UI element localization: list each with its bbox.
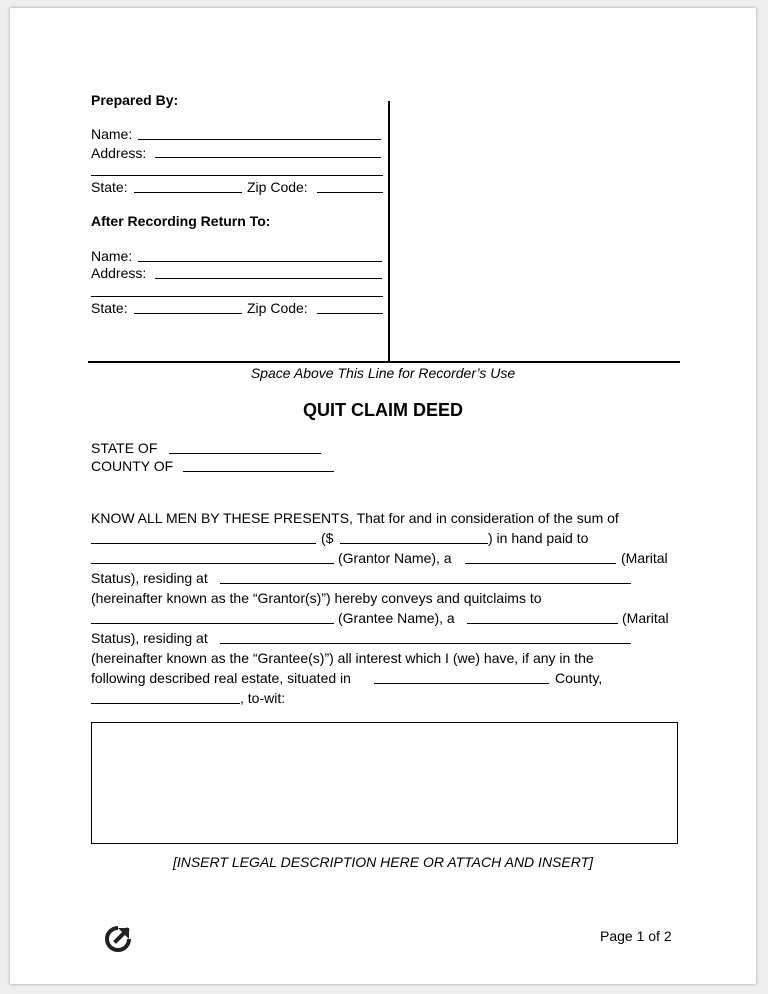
document-page bbox=[10, 8, 756, 984]
return-zip-label: Zip Code: bbox=[247, 300, 308, 316]
county-label: COUNTY OF bbox=[91, 458, 174, 474]
return-state-field[interactable] bbox=[134, 313, 242, 314]
state-label: STATE OF bbox=[91, 440, 158, 456]
recorder-horizontal-divider bbox=[88, 361, 680, 363]
grantee-residing-label: Status), residing at bbox=[91, 630, 208, 646]
prepared-zip-label: Zip Code: bbox=[247, 179, 308, 195]
return-name-field[interactable] bbox=[138, 261, 382, 262]
return-state-label: State: bbox=[91, 300, 128, 316]
return-name-label: Name: bbox=[91, 248, 133, 264]
body-line-8: (hereinafter known as the “Grantee(s)”) all interest which I (we) have, if any in the bbox=[91, 650, 594, 666]
county-field[interactable] bbox=[183, 471, 334, 472]
grantor-residing-label: Status), residing at bbox=[91, 570, 208, 586]
recorder-note: Space Above This Line for Recorder’s Use bbox=[250, 365, 516, 381]
body-line-9b: County, bbox=[555, 670, 603, 686]
prepared-address-field[interactable] bbox=[155, 157, 381, 158]
legal-description-box[interactable] bbox=[91, 722, 678, 844]
prepared-address-label: Address: bbox=[91, 145, 147, 161]
return-zip-field[interactable] bbox=[317, 313, 383, 314]
prepared-name-field[interactable] bbox=[138, 139, 381, 140]
dollar-open: ($ bbox=[321, 530, 334, 546]
county-name-field[interactable] bbox=[374, 683, 549, 684]
grantee-name-label: (Grantee Name), a bbox=[338, 610, 455, 626]
prepared-zip-field[interactable] bbox=[317, 192, 383, 193]
body-line-9a: following described real estate, situated in bbox=[91, 670, 351, 686]
prepared-address-line2[interactable] bbox=[91, 175, 383, 176]
grantor-marital-field[interactable] bbox=[465, 563, 616, 564]
return-to-heading: After Recording Return To: bbox=[91, 213, 271, 229]
body-line-1: KNOW ALL MEN BY THESE PRESENTS, That for and in consideration of the sum of bbox=[91, 510, 619, 526]
grantor-marital-label: (Marital bbox=[621, 550, 668, 566]
page-title: QUIT CLAIM DEED bbox=[303, 400, 463, 420]
consideration-words-field[interactable] bbox=[91, 543, 316, 544]
grantee-address-field[interactable] bbox=[220, 643, 631, 644]
arrow-logo-icon bbox=[103, 924, 133, 954]
grantee-marital-field[interactable] bbox=[467, 623, 618, 624]
body-line-2b: ) in hand paid to bbox=[488, 530, 589, 546]
prepared-state-label: State: bbox=[91, 179, 128, 195]
return-address-field[interactable] bbox=[155, 278, 382, 279]
state-field[interactable] bbox=[169, 453, 321, 454]
to-wit-label: , to-wit: bbox=[240, 690, 286, 706]
return-address-label: Address: bbox=[91, 265, 147, 281]
page-number: Page 1 of 2 bbox=[600, 928, 672, 944]
body-line-5: (hereinafter known as the “Grantor(s)”) hereby conveys and quitclaims to bbox=[91, 590, 542, 606]
consideration-amount-field[interactable] bbox=[340, 543, 488, 544]
return-address-line2[interactable] bbox=[91, 296, 383, 297]
recorder-vertical-divider bbox=[388, 101, 390, 363]
prepared-state-field[interactable] bbox=[134, 192, 242, 193]
grantor-name-label: (Grantor Name), a bbox=[338, 550, 452, 566]
grantor-address-field[interactable] bbox=[220, 583, 631, 584]
grantee-name-field[interactable] bbox=[91, 623, 334, 624]
prepared-name-label: Name: bbox=[91, 126, 133, 142]
legal-description-note: [INSERT LEGAL DESCRIPTION HERE OR ATTACH AND INSERT] bbox=[172, 854, 594, 870]
state-name-field[interactable] bbox=[91, 703, 240, 704]
prepared-by-heading: Prepared By: bbox=[91, 92, 179, 108]
grantor-name-field[interactable] bbox=[91, 563, 334, 564]
grantee-marital-label: (Marital bbox=[622, 610, 669, 626]
